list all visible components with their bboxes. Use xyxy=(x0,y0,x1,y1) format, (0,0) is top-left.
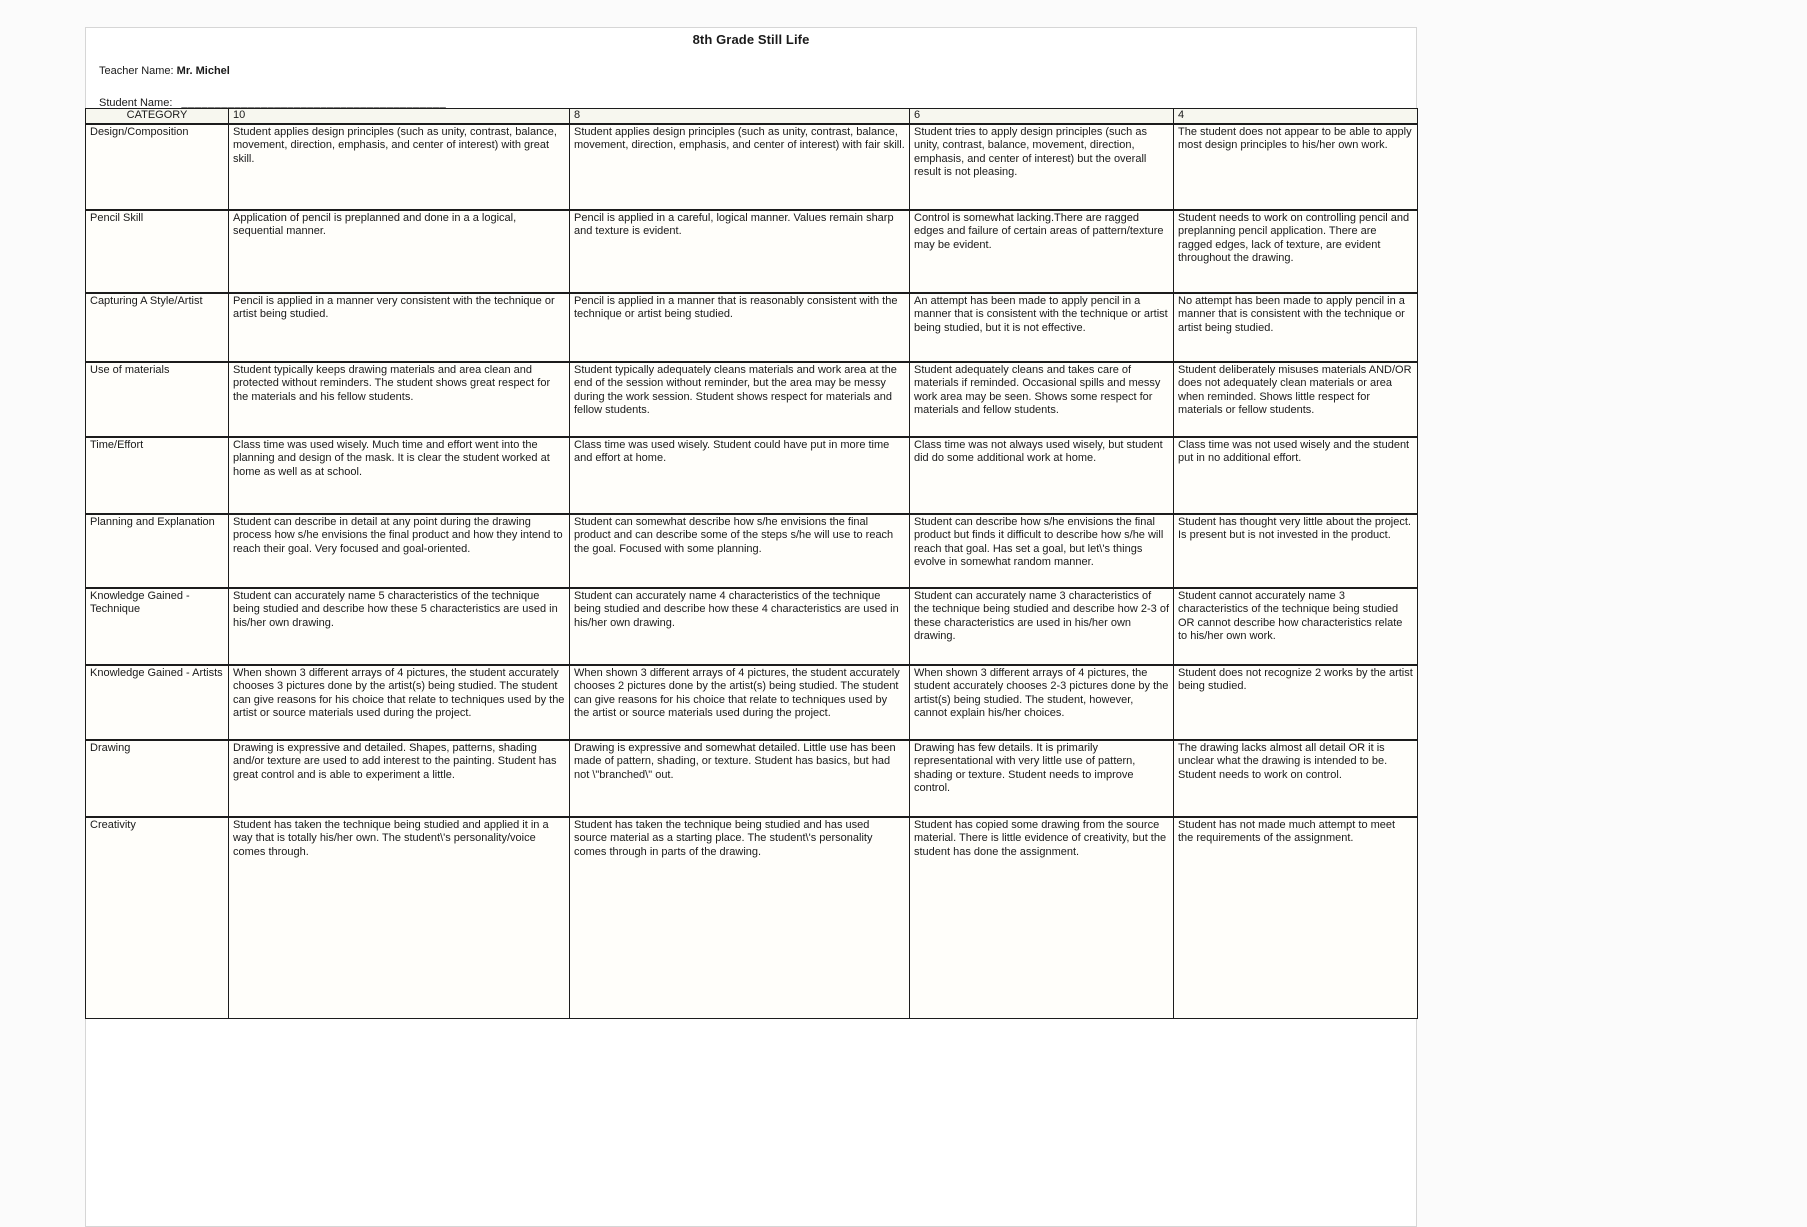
criterion-cell: Class time was not used wisely and the student put in no additional effort. xyxy=(1174,437,1418,514)
rubric-row xyxy=(86,588,1418,665)
category-cell: Time/Effort xyxy=(86,437,229,514)
rubric-sheet xyxy=(85,27,1417,1227)
rubric-row xyxy=(86,437,1418,514)
criterion-cell: Control is somewhat lacking.There are ragged edges and failure of certain areas of pattern/texture may be evident. xyxy=(910,210,1174,293)
criterion-cell: Class time was used wisely. Student could have put in more time and effort at home. xyxy=(570,437,910,514)
criterion-cell: Drawing is expressive and somewhat detailed. Little use has been made of pattern, shading, or texture. Student has basics, but had not \"branched\" out. xyxy=(570,740,910,817)
criterion-cell: Student can describe how s/he envisions the final product but finds it difficult to describe how s/he will reach that goal. Has set a goal, but let\'s things evolve in somewhat random manner. xyxy=(910,514,1174,588)
criterion-cell: Student has not made much attempt to meet the requirements of the assignment. xyxy=(1174,817,1418,1019)
criterion-cell: Drawing has few details. It is primarily representational with very little use of pattern, shading or texture. Student needs to improve control. xyxy=(910,740,1174,817)
page-title: 8th Grade Still Life xyxy=(692,32,810,47)
criterion-cell: Student cannot accurately name 3 characteristics of the technique being studied OR cannot describe how characteristics relate to his/her own work. xyxy=(1174,588,1418,665)
category-cell: Pencil Skill xyxy=(86,210,229,293)
student-name-blank: ________________________________________ xyxy=(181,97,447,109)
criterion-cell: Student adequately cleans and takes care of materials if reminded. Occasional spills and messy work area may be seen. Shows some respect for materials and fellow students. xyxy=(910,362,1174,437)
category-cell: Drawing xyxy=(86,740,229,817)
column-header-score: 4 xyxy=(1174,109,1418,124)
rubric-header-row xyxy=(86,109,1418,124)
criterion-cell: Student can accurately name 4 characteristics of the technique being studied and describe how these 4 characteristics are used in his/her own drawing. xyxy=(570,588,910,665)
criterion-cell: Student can somewhat describe how s/he envisions the final product and can describe some of the steps s/he will use to reach the goal. Focused with some planning. xyxy=(570,514,910,588)
criterion-cell: Pencil is applied in a manner very consistent with the technique or artist being studied. xyxy=(229,293,570,362)
criterion-cell: Student has taken the technique being studied and applied it in a way that is totally his/her own. The student\'s personality/voice comes through. xyxy=(229,817,570,1019)
criterion-cell: Student typically adequately cleans materials and work area at the end of the session without reminder, but the area may be messy during the work session. Student shows respect for materials and fellow students. xyxy=(570,362,910,437)
teacher-name-label: Teacher Name: xyxy=(99,65,174,77)
category-cell: Use of materials xyxy=(86,362,229,437)
column-header-category: CATEGORY xyxy=(86,109,229,124)
criterion-cell: When shown 3 different arrays of 4 pictures, the student accurately chooses 3 pictures done by the artist(s) being studied. The student can give reasons for his choice that relate to techniques used by the artist or source materials used during the project. xyxy=(229,665,570,740)
criterion-cell: No attempt has been made to apply pencil in a manner that is consistent with the technique or artist being studied. xyxy=(1174,293,1418,362)
criterion-cell: Student needs to work on controlling pencil and preplanning pencil application. There are ragged edges, lack of texture, are evident throughout the drawing. xyxy=(1174,210,1418,293)
criterion-cell: Pencil is applied in a careful, logical manner. Values remain sharp and texture is evident. xyxy=(570,210,910,293)
criterion-cell: The student does not appear to be able to apply most design principles to his/her own work. xyxy=(1174,124,1418,210)
rubric-row xyxy=(86,210,1418,293)
criterion-cell: Student typically keeps drawing materials and area clean and protected without reminders. The student shows great respect for the materials and his fellow students. xyxy=(229,362,570,437)
criterion-cell: Pencil is applied in a manner that is reasonably consistent with the technique or artist being studied. xyxy=(570,293,910,362)
teacher-name-line xyxy=(99,65,1416,77)
teacher-name-value: Mr. Michel xyxy=(176,65,230,77)
category-cell: Planning and Explanation xyxy=(86,514,229,588)
criterion-cell: Student deliberately misuses materials AND/OR does not adequately clean materials or area when reminded. Shows little respect for materials or fellow students. xyxy=(1174,362,1418,437)
criterion-cell: Student can describe in detail at any point during the drawing process how s/he envisions the final product and how they intend to reach their goal. Very focused and goal-oriented. xyxy=(229,514,570,588)
criterion-cell: Student can accurately name 3 characteristics of the technique being studied and describe how 2-3 of these characteristics are used in his/her own drawing. xyxy=(910,588,1174,665)
criterion-cell: Application of pencil is preplanned and done in a a logical, sequential manner. xyxy=(229,210,570,293)
criterion-cell: Student has taken the technique being studied and has used source material as a starting place. The student\'s personality comes through in parts of the drawing. xyxy=(570,817,910,1019)
column-header-score: 6 xyxy=(910,109,1174,124)
rubric-row xyxy=(86,740,1418,817)
rubric-table xyxy=(85,108,1418,1019)
category-cell: Design/Composition xyxy=(86,124,229,210)
criterion-cell: Class time was not always used wisely, but student did do some additional work at home. xyxy=(910,437,1174,514)
category-cell: Knowledge Gained - Technique xyxy=(86,588,229,665)
criterion-cell: Class time was used wisely. Much time and effort went into the planning and design of the mask. It is clear the student worked at home as well as at school. xyxy=(229,437,570,514)
category-cell: Capturing A Style/Artist xyxy=(86,293,229,362)
criterion-cell: Student tries to apply design principles (such as unity, contrast, balance, movement, direction, emphasis, and center of interest) but the overall result is not pleasing. xyxy=(910,124,1174,210)
criterion-cell: Student applies design principles (such as unity, contrast, balance, movement, direction, emphasis, and center of interest) with great skill. xyxy=(229,124,570,210)
criterion-cell: Student does not recognize 2 works by the artist being studied. xyxy=(1174,665,1418,740)
criterion-cell: Student can accurately name 5 characteristics of the technique being studied and describe how these 5 characteristics are used in his/her own drawing. xyxy=(229,588,570,665)
rubric-body xyxy=(86,124,1418,1019)
criterion-cell: Student has thought very little about the project. Is present but is not invested in the product. xyxy=(1174,514,1418,588)
rubric-row xyxy=(86,362,1418,437)
criterion-cell: The drawing lacks almost all detail OR it is unclear what the drawing is intended to be. Student needs to work on control. xyxy=(1174,740,1418,817)
criterion-cell: Drawing is expressive and detailed. Shapes, patterns, shading and/or texture are used to add interest to the painting. Student has great control and is able to experiment a little. xyxy=(229,740,570,817)
criterion-cell: An attempt has been made to apply pencil in a manner that is consistent with the technique or artist being studied, but it is not effective. xyxy=(910,293,1174,362)
column-header-score: 10 xyxy=(229,109,570,124)
criterion-cell: Student applies design principles (such as unity, contrast, balance, movement, direction, emphasis, and center of interest) with fair skill. xyxy=(570,124,910,210)
category-cell: Knowledge Gained - Artists xyxy=(86,665,229,740)
column-header-score: 8 xyxy=(570,109,910,124)
rubric-row xyxy=(86,817,1418,1019)
student-name-label: Student Name: xyxy=(99,97,173,109)
rubric-row xyxy=(86,124,1418,210)
criterion-cell: When shown 3 different arrays of 4 pictures, the student accurately chooses 2 pictures done by the artist(s) being studied. The student can give reasons for his choice that relate to techniques used by the artist or source materials used during the project. xyxy=(570,665,910,740)
rubric-row xyxy=(86,665,1418,740)
category-cell: Creativity xyxy=(86,817,229,1019)
rubric-row xyxy=(86,514,1418,588)
criterion-cell: Student has copied some drawing from the source material. There is little evidence of creativity, but the student has done the assignment. xyxy=(910,817,1174,1019)
rubric-row xyxy=(86,293,1418,362)
criterion-cell: When shown 3 different arrays of 4 pictures, the student accurately chooses 2-3 pictures done by the artist(s) being studied. The student, however, cannot explain his/her choices. xyxy=(910,665,1174,740)
